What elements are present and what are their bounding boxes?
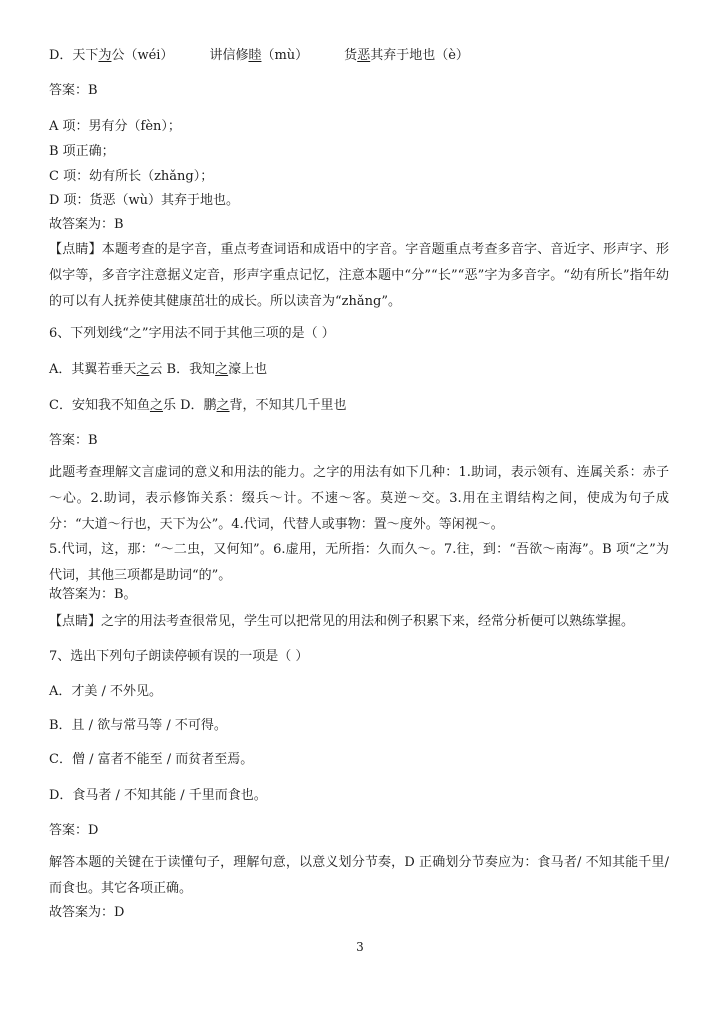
underlined-word: 之 — [149, 398, 163, 413]
q5-analysis-line: B 项正确； — [49, 144, 115, 159]
q5-dianjing: 【点睛】本题考查的是字音，重点考查词语和成语中的字音。字音题重点考查多音字、音近字、形声字、形似字等，多音字注意据义定音，形声字重点记忆，注意本题中“分”“长”“恶”字为多音字。“幼有所长”指年幼的可以有人抚养使其健康茁壮的成长。所以读音为“zhǎng”。 — [49, 242, 669, 309]
q6-options-cd: C．安知我不知鱼之乐 D．鹏之背，不知其几千里也 — [49, 398, 347, 413]
q5-answer: 答案：B — [49, 83, 98, 98]
q5-analysis-line: C 项：幼有所长（zhǎng）； — [49, 169, 214, 184]
underlined-word: 为 — [98, 48, 112, 63]
q6-analysis: 此题考查理解文言虚词的意义和用法的能力。之字的用法有如下几种：1.助词，表示领有、连属关系：赤子～心。2.助词，表示修饰关系：缀兵～计。不速～客。莫逆～交。3.用在主谓结构之间，使成为句子成分：“大道～行也，天下为公”。4.代词，代替人或事物：置～度外。等闲视～。 — [49, 465, 669, 532]
q6-dianjing: 【点睛】之字的用法考查很常见，学生可以把常见的用法和例子积累下来，经常分析便可以熟练掌握。 — [49, 614, 635, 629]
q6-analysis: 5.代词，这，那：“～二虫，又何知”。6.虚用，无所指：久而久～。7.往，到：“吾欲～南海”。B 项“之”为代词，其他三项都是助词“的”。 — [49, 542, 669, 583]
q7-option: A．才美 / 不外见。 — [49, 684, 163, 699]
q5-conclusion: 故答案为：B — [49, 217, 124, 232]
q5-analysis-line: D 项：货恶（wù）其弃于地也。 — [49, 193, 240, 208]
q5-analysis-line: A 项：男有分（fèn）； — [49, 119, 181, 134]
underlined-word: 之 — [216, 398, 230, 413]
q7-option: B．且 / 欲与常马等 / 不可得。 — [49, 718, 227, 733]
q7-stem: 7、选出下列句子朗读停顿有误的一项是（ ） — [49, 649, 309, 664]
underlined-word: 之 — [215, 362, 229, 377]
underlined-word: 之 — [136, 362, 150, 377]
q7-option: D．食马者 / 不知其能 / 千里而食也。 — [49, 788, 267, 803]
q5-option-d: D．天下为公（wéi） 讲信修睦（mù） 货恶其弃于地也（è） — [49, 48, 469, 63]
page-number: 3 — [356, 940, 364, 954]
q7-answer: 答案：D — [49, 823, 99, 838]
underlined-word: 恶 — [357, 48, 371, 63]
q6-answer: 答案：B — [49, 433, 98, 448]
underlined-word: 睦 — [248, 48, 262, 63]
q7-conclusion: 故答案为：D — [49, 905, 125, 920]
q6-stem: 6、下列划线“之”字用法不同于其他三项的是（ ） — [49, 326, 335, 341]
q7-option: C．僧 / 富者不能至 / 而贫者至焉。 — [49, 752, 254, 767]
q7-analysis: 解答本题的关键在于读懂句子，理解句意，以意义划分节奏，D 正确划分节奏应为：食马者/ 不知其能千里/ 而食也。其它各项正确。 — [49, 855, 669, 896]
q6-conclusion: 故答案为：B。 — [49, 587, 137, 602]
q6-options-ab: A．其翼若垂天之云 B．我知之濠上也 — [49, 362, 268, 377]
